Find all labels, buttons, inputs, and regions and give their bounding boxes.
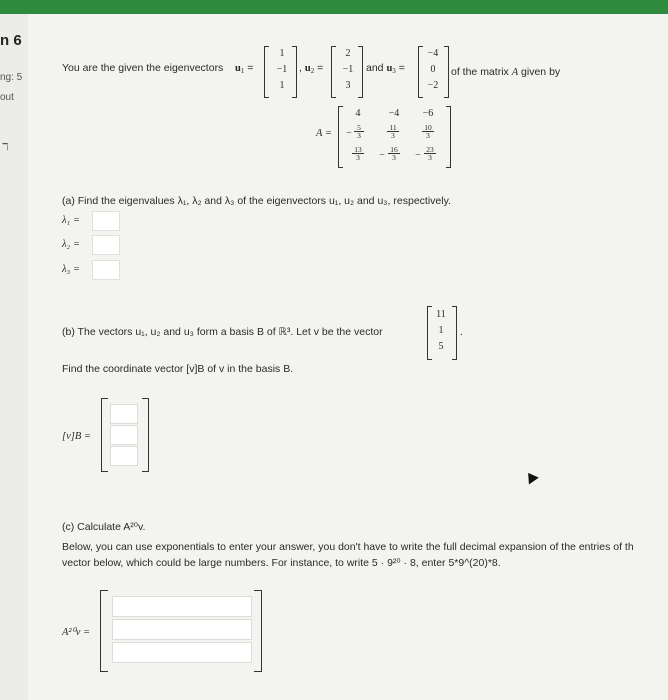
out-of-label: out xyxy=(0,92,14,103)
and-text: and xyxy=(366,62,384,74)
u3-entry-3: −2 xyxy=(427,80,439,91)
u3-bracket-right xyxy=(444,46,449,98)
u3-subscript: 3 xyxy=(392,67,396,75)
top-bar xyxy=(0,0,668,14)
sidebar xyxy=(0,14,28,700)
u1-subscript: 1 xyxy=(240,67,245,75)
coord-input-1[interactable] xyxy=(110,404,138,424)
v-entry-3: 5 xyxy=(438,341,444,352)
v-entry-2: 1 xyxy=(438,325,444,336)
u3-entry-1: −4 xyxy=(427,48,439,59)
u2-entry-3: 3 xyxy=(345,80,351,91)
part-c-instructions-1: Below, you can use exponentials to enter your answer, you don't have to write the full decimal expansion of the entries of th xyxy=(62,541,634,553)
u2-symbol: u xyxy=(304,63,311,74)
flag-icon[interactable]: ℸ xyxy=(2,142,9,153)
part-b-prompt: (b) The vectors u₁, u₂ and u₃ form a basis B of ℝ³. Let v be the vector xyxy=(62,326,383,338)
u1-entry-1: 1 xyxy=(279,48,285,59)
answer-input-3[interactable] xyxy=(112,642,252,663)
u2-entry-2: −1 xyxy=(342,64,354,75)
a32: $\frac{16}{3}$ xyxy=(388,146,400,161)
a12: −4 xyxy=(388,108,400,119)
answer-input-1[interactable] xyxy=(112,596,252,617)
lambda1-input[interactable] xyxy=(92,211,120,231)
coord-bracket-right xyxy=(142,398,149,472)
coord-input-2[interactable] xyxy=(110,425,138,445)
u1-entry-3: 1 xyxy=(279,80,285,91)
u2-entry-1: 2 xyxy=(345,48,351,59)
u2-subscript: 2 xyxy=(310,67,315,75)
u3-equals: = xyxy=(398,62,405,74)
u1-symbol: u xyxy=(235,63,241,74)
a21: $\frac{5}{3}$ xyxy=(354,124,364,139)
u1-equals: = xyxy=(247,62,254,74)
u1-bracket-left xyxy=(264,46,269,98)
answer-bracket-left xyxy=(100,590,108,672)
u3-entry-2: 0 xyxy=(430,64,436,75)
u1-entry-2: −1 xyxy=(276,64,288,75)
part-a-prompt: (a) Find the eigenvalues λ₁, λ₂ and λ₃ of the eigenvectors u₁, u₂ and u₃, respectively. xyxy=(62,195,451,207)
lambda2-input[interactable] xyxy=(92,235,120,255)
intro-text-3: given by xyxy=(521,66,561,78)
lambda2-label: λ₂ = xyxy=(62,239,80,250)
a33: $\frac{23}{3}$ xyxy=(424,146,436,161)
lambda3-label: λ₃ = xyxy=(62,264,80,275)
matrix-name: A xyxy=(511,67,519,78)
intro-text-2: of the matrix xyxy=(451,66,509,78)
v-bracket-right xyxy=(452,306,457,360)
a33-sign: − xyxy=(415,150,421,161)
lambda3-input[interactable] xyxy=(92,260,120,280)
comma-sep: , xyxy=(299,62,305,74)
coord-bracket-left xyxy=(101,398,108,472)
a21-sign: − xyxy=(346,128,352,139)
a31: $\frac{13}{3}$ xyxy=(352,146,364,161)
marks-label: ng: 5 xyxy=(0,72,23,83)
part-c-prompt: (c) Calculate A²⁰v. xyxy=(62,521,146,533)
u1-bracket-right xyxy=(292,46,297,98)
answer-input-2[interactable] xyxy=(112,619,252,640)
intro-text: You are the given the eigenvectors xyxy=(62,62,224,74)
find-coordinate-text: Find the coordinate vector [v]B of v in the basis B. xyxy=(62,363,294,375)
mouse-cursor-icon xyxy=(523,469,539,484)
a32-sign: − xyxy=(379,150,385,161)
lambda1-label: λ₁ = xyxy=(62,215,80,226)
question-number[interactable]: n 6 xyxy=(0,32,22,49)
u2-bracket-left xyxy=(331,46,336,98)
matrix-a-bracket-right xyxy=(446,106,451,168)
u2-equals: = xyxy=(317,62,324,74)
a13: −6 xyxy=(422,108,434,119)
a22: $\frac{11}{3}$ xyxy=(387,124,399,139)
a23: $\frac{10}{3}$ xyxy=(422,124,434,139)
coord-input-3[interactable] xyxy=(110,446,138,466)
coord-label: [v]B = xyxy=(62,431,91,442)
period: . xyxy=(460,326,463,338)
answer-bracket-right xyxy=(254,590,262,672)
matrix-a-label: A = xyxy=(316,128,332,139)
v-entry-1: 11 xyxy=(436,309,446,320)
a11: 4 xyxy=(355,108,361,119)
part-c-instructions-2: vector below, which could be large numbers. For instance, to write 5 · 9²⁰ · 8, enter 5*9^(20)*8. xyxy=(62,557,501,569)
u3-symbol: u xyxy=(386,63,393,74)
u2-bracket-right xyxy=(358,46,363,98)
answer-label: A²⁰v = xyxy=(62,627,91,638)
